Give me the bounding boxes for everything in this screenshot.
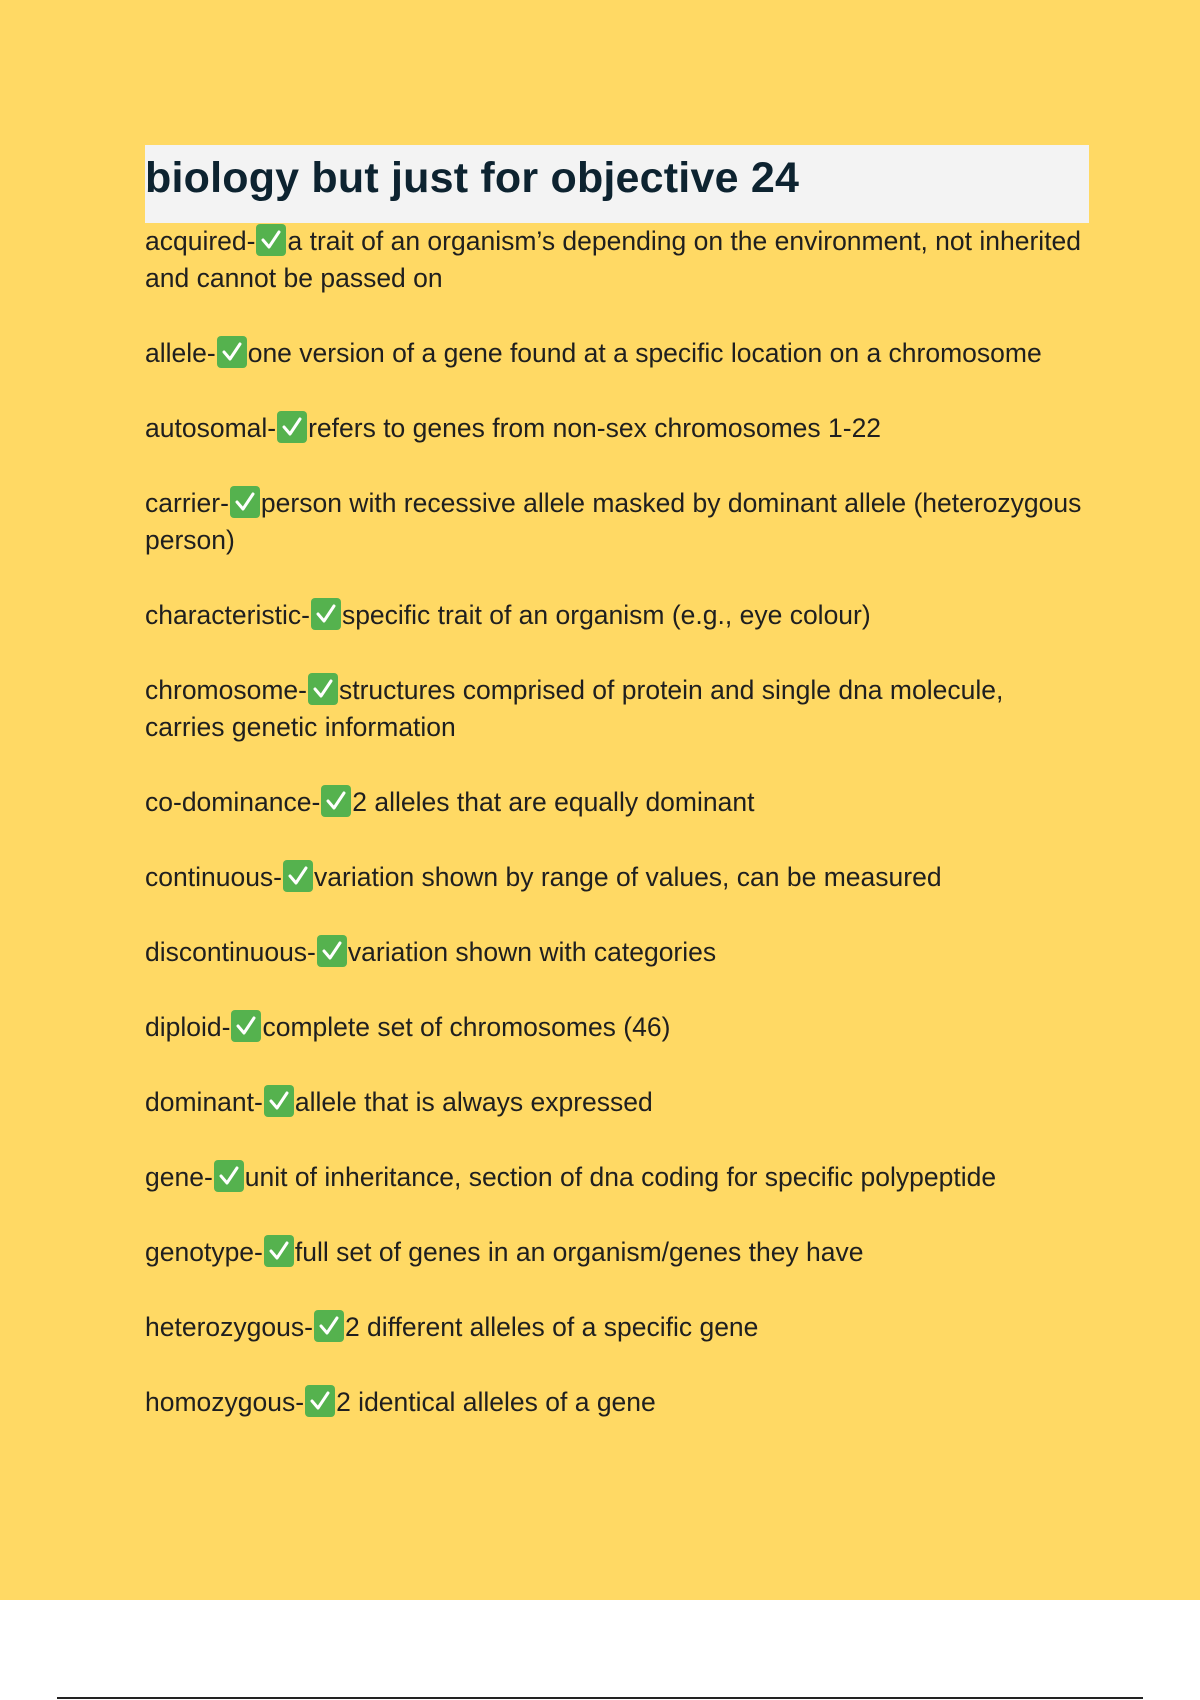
term-definition: unit of inheritance, section of dna coding for specific polypeptide xyxy=(244,1162,997,1192)
check-mark-button-icon xyxy=(314,1310,344,1342)
term-item xyxy=(145,1309,1089,1346)
term-item xyxy=(145,223,1089,297)
term-word: allele- xyxy=(145,338,216,368)
term-definition: one version of a gene found at a specific location on a chromosome xyxy=(247,338,1042,368)
term-item xyxy=(145,1009,1089,1046)
check-mark-button-icon xyxy=(217,336,247,368)
term-word: gene- xyxy=(145,1162,213,1192)
term-item xyxy=(145,859,1089,896)
term-word: homozygous- xyxy=(145,1387,305,1417)
check-mark-button-icon xyxy=(230,486,260,518)
term-definition: a trait of an organism’s depending on the environment, not inherited and cannot be passed on xyxy=(145,226,1082,293)
term-item xyxy=(145,934,1089,971)
term-word: diploid- xyxy=(145,1012,231,1042)
term-word: continuous- xyxy=(145,862,283,892)
term-item xyxy=(145,784,1089,821)
check-mark-button-icon xyxy=(214,1160,244,1192)
term-word: heterozygous- xyxy=(145,1312,313,1342)
term-item xyxy=(145,672,1089,746)
check-mark-button-icon xyxy=(283,860,313,892)
term-word: genotype- xyxy=(145,1237,263,1267)
term-item xyxy=(145,1159,1089,1196)
term-definition: variation shown with categories xyxy=(347,937,717,967)
term-definition: person with recessive allele masked by dominant allele (heterozygous person) xyxy=(145,488,1082,555)
term-item xyxy=(145,597,1089,634)
term-definition: 2 alleles that are equally dominant xyxy=(352,787,755,817)
check-mark-button-icon xyxy=(305,1385,335,1417)
term-list xyxy=(145,223,1089,1421)
term-word: dominant- xyxy=(145,1087,263,1117)
document-content xyxy=(145,145,1089,1459)
term-definition: allele that is always expressed xyxy=(294,1087,653,1117)
term-item xyxy=(145,1234,1089,1271)
check-mark-button-icon xyxy=(308,673,338,705)
check-mark-button-icon xyxy=(321,785,351,817)
title-bar xyxy=(145,145,1089,223)
term-definition: variation shown by range of values, can be measured xyxy=(314,862,942,892)
check-mark-button-icon xyxy=(231,1010,261,1042)
term-item xyxy=(145,335,1089,372)
term-definition: 2 different alleles of a specific gene xyxy=(344,1312,759,1342)
check-mark-button-icon xyxy=(264,1235,294,1267)
term-word: carrier- xyxy=(145,488,229,518)
term-word: autosomal- xyxy=(145,413,277,443)
check-mark-button-icon xyxy=(311,598,341,630)
term-word: discontinuous- xyxy=(145,937,316,967)
page-title: biology but just for objective 24 xyxy=(145,153,800,202)
term-definition: refers to genes from non-sex chromosomes 1-22 xyxy=(308,413,882,443)
term-word: co-dominance- xyxy=(145,787,321,817)
term-word: chromosome- xyxy=(145,675,307,705)
term-definition: structures comprised of protein and single dna molecule, carries genetic information xyxy=(145,675,1004,742)
term-definition: full set of genes in an organism/genes they have xyxy=(294,1237,864,1267)
term-word: acquired- xyxy=(145,226,256,256)
check-mark-button-icon xyxy=(264,1085,294,1117)
term-item xyxy=(145,410,1089,447)
check-mark-button-icon xyxy=(256,224,286,256)
term-definition: 2 identical alleles of a gene xyxy=(336,1387,656,1417)
check-mark-button-icon xyxy=(317,935,347,967)
term-word: characteristic- xyxy=(145,600,310,630)
footer-divider xyxy=(57,1697,1143,1699)
check-mark-button-icon xyxy=(277,411,307,443)
term-item xyxy=(145,1084,1089,1121)
term-definition: complete set of chromosomes (46) xyxy=(262,1012,671,1042)
term-item xyxy=(145,485,1089,559)
term-definition: specific trait of an organism (e.g., eye colour) xyxy=(341,600,871,630)
term-item xyxy=(145,1384,1089,1421)
